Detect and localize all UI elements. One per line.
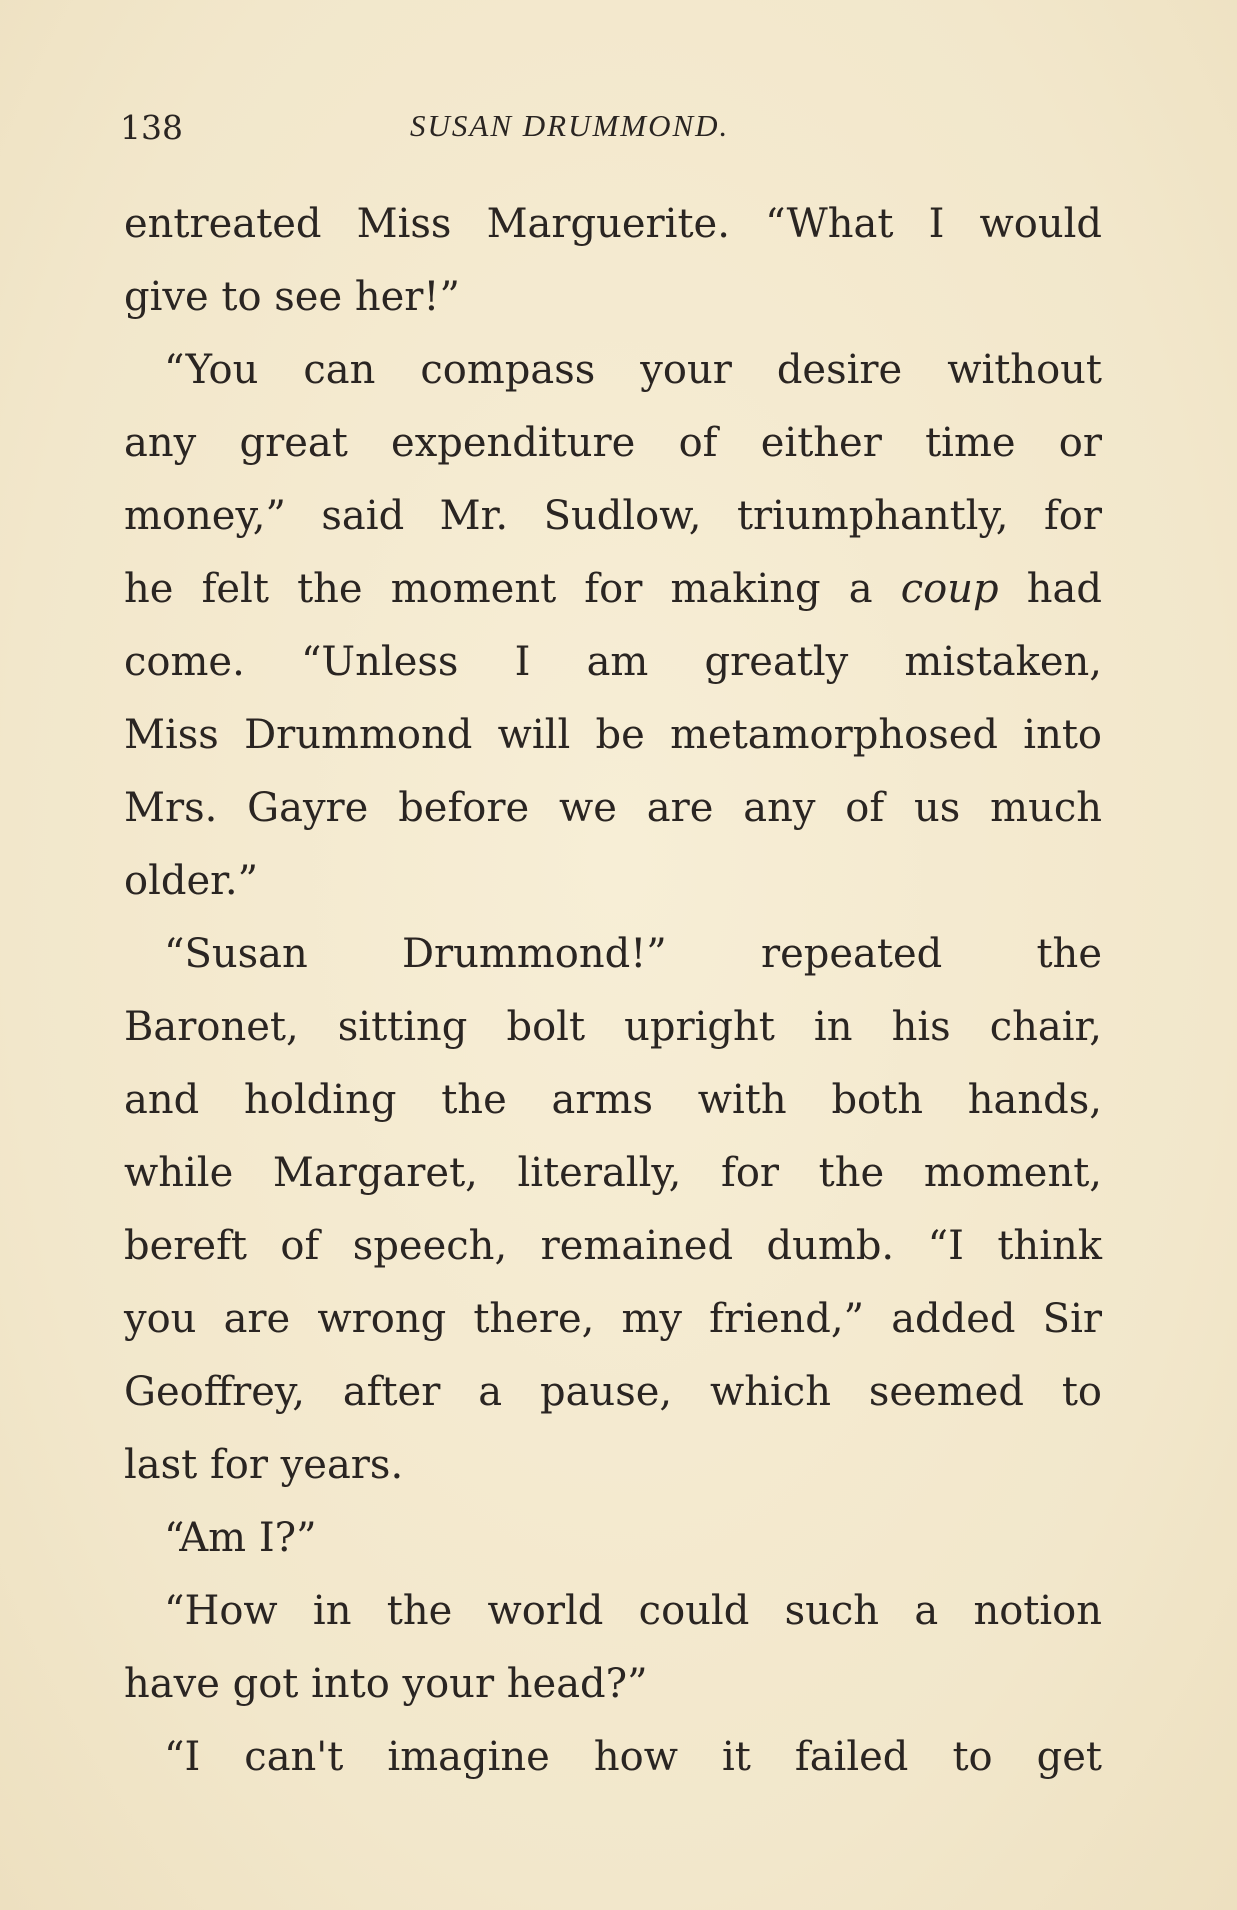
- page-number: 138: [120, 108, 183, 147]
- running-title: SUSAN DRUMMOND.: [410, 108, 730, 143]
- text-line: and holding the arms with both hands,: [124, 1077, 1102, 1123]
- text-line: come. “Unless I am greatly mistaken,: [124, 639, 1102, 685]
- text-line: [124, 553, 1102, 626]
- text-line: “Susan Drummond!” repeated the: [164, 931, 1102, 977]
- text-line: Geoffrey, after a pause, which seemed to: [124, 1369, 1102, 1415]
- text-line: “How in the world could such a notion: [164, 1588, 1102, 1634]
- text-line: you are wrong there, my friend,” added Sir: [124, 1296, 1102, 1342]
- text-line: while Margaret, literally, for the moment,: [124, 1150, 1102, 1196]
- text-line: money,” said Mr. Sudlow, triumphantly, for: [124, 493, 1102, 539]
- text-segment: he felt the moment for making a: [124, 566, 901, 612]
- text-line: Baronet, sitting bolt upright in his chair,: [124, 1004, 1102, 1050]
- text-line: entreated Miss Marguerite. “What I would: [124, 201, 1102, 247]
- body-text: [124, 188, 1102, 1794]
- text-line: “You can compass your desire without: [164, 347, 1102, 393]
- text-line: Miss Drummond will be metamorphosed into: [124, 712, 1102, 758]
- text-line: any great expenditure of either time or: [124, 420, 1102, 466]
- text-line: last for years.: [124, 1442, 404, 1488]
- text-line: have got into your head?”: [124, 1661, 648, 1707]
- text-segment: had: [998, 566, 1102, 612]
- text-line: “I can't imagine how it failed to get: [164, 1734, 1102, 1780]
- text-line: bereft of speech, remained dumb. “I think: [124, 1223, 1102, 1269]
- text-line: give to see her!”: [124, 274, 460, 320]
- text-line: older.”: [124, 858, 259, 904]
- text-line: Mrs. Gayre before we are any of us much: [124, 785, 1102, 831]
- text-line: “Am I?”: [164, 1515, 317, 1561]
- emphasized-word: coup: [900, 566, 999, 612]
- running-head: [120, 100, 1120, 150]
